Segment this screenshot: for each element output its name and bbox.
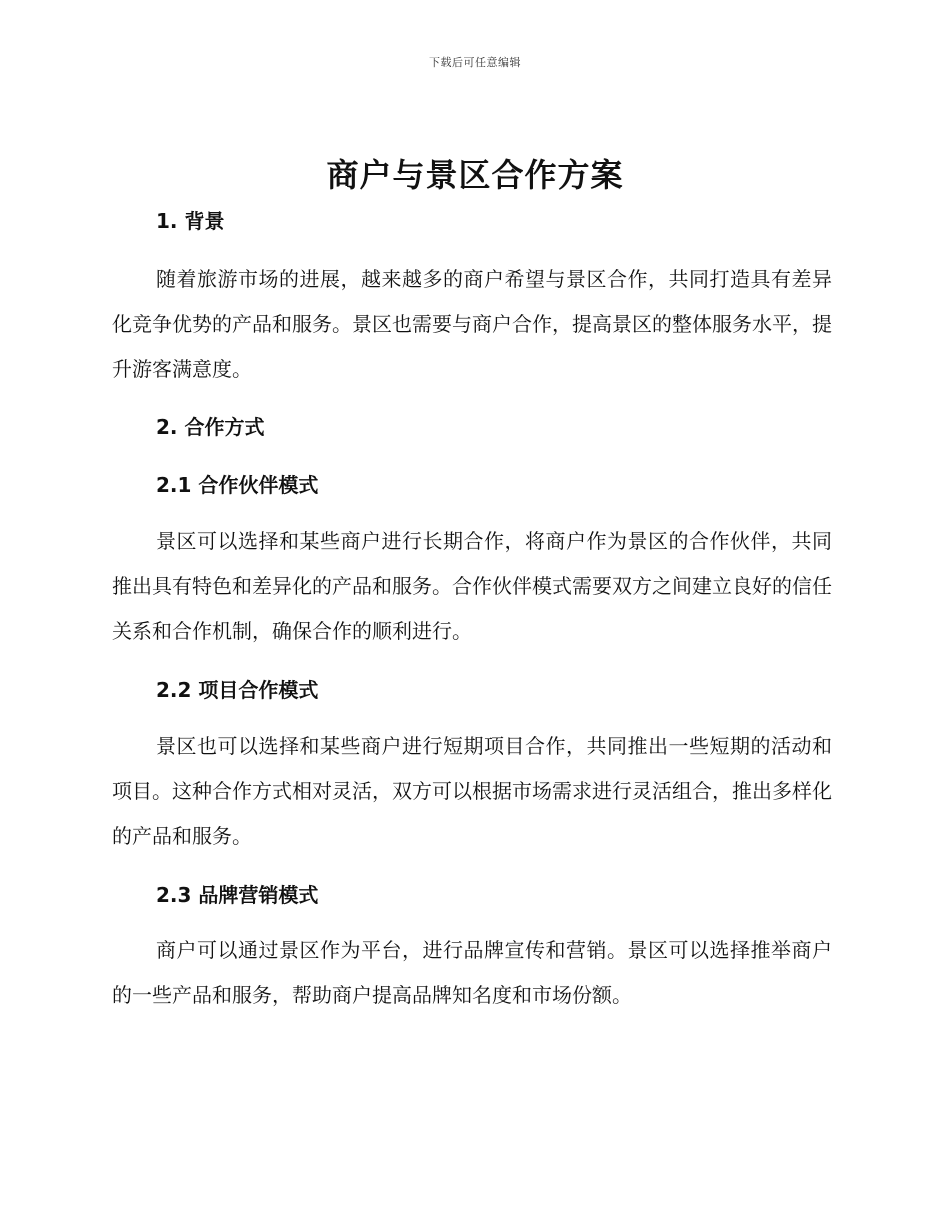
heading-partner-mode: 2.1 合作伙伴模式 [156,473,319,497]
paragraph-brand-mode: 商户可以通过景区作为平台，进行品牌宣传和营销。景区可以选择推举商户的一些产品和服务，帮助商户提高品牌知名度和市场份额。 [112,938,832,1007]
heading-project-mode: 2.2 项目合作模式 [156,678,319,702]
paragraph-background: 随着旅游市场的进展，越来越多的商户希望与景区合作，共同打造具有差异化竞争优势的产品和服务。景区也需要与商户合作，提高景区的整体服务水平，提升游客满意度。 [112,267,832,381]
header-note: 下载后可任意编辑 [429,56,521,69]
paragraph-project-mode: 景区也可以选择和某些商户进行短期项目合作，共同推出一些短期的活动和项目。这种合作方式相对灵活，双方可以根据市场需求进行灵活组合，推出多样化的产品和服务。 [112,734,832,848]
document-title: 商户与景区合作方案 [326,156,624,194]
heading-cooperation-methods: 2. 合作方式 [156,415,265,439]
paragraph-partner-mode: 景区可以选择和某些商户进行长期合作，将商户作为景区的合作伙伴，共同推出具有特色和差异化的产品和服务。合作伙伴模式需要双方之间建立良好的信任关系和合作机制，确保合作的顺利进行。 [112,529,832,643]
heading-background: 1. 背景 [156,209,225,233]
heading-brand-mode: 2.3 品牌营销模式 [156,883,319,907]
